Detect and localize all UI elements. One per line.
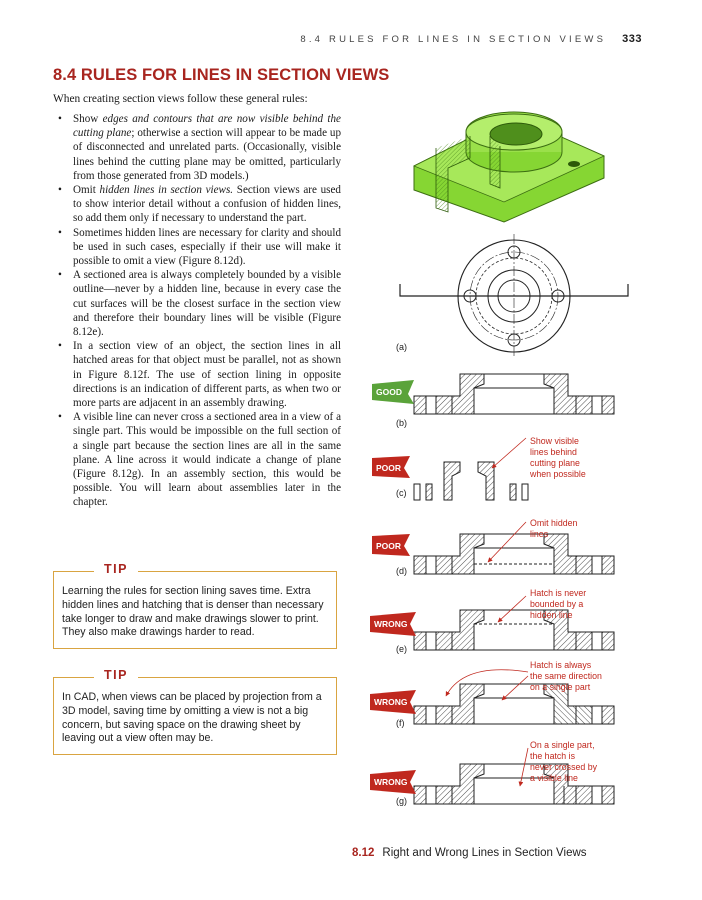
tip-label: TIP	[94, 669, 138, 683]
rules-list	[53, 112, 341, 510]
figure-8-12	[364, 96, 684, 816]
section-intro: When creating section views follow these general rules:	[53, 93, 308, 105]
rule-item: • Show edges and contours that are now visible behind the cutting plane; otherwise a section will appear to be made up of disconnected and unrelated parts. (Occasionally, visible lines behind the cutting plane may be omitted, particularly from those generated from 3D models.)	[53, 112, 341, 183]
view-label: (e)	[396, 644, 407, 654]
callout-text: On a single part, the hatch is never crossed by a visible line	[530, 740, 597, 783]
tip-text: Learning the rules for section lining saves time. Extra hidden lines and hatching that is denser than necessary take longer to draw and make drawings slower to print. They also make drawings harder to read.	[62, 585, 324, 639]
tip-text: In CAD, when views can be placed by projection from a 3D model, saving time by omitting a view is not a big concern, but saving space on the drawing sheet by leaving out a view often may be.	[62, 691, 322, 745]
figure-number: 8.12	[352, 847, 375, 859]
badge-label: GOOD	[376, 387, 402, 397]
section-view-b	[414, 374, 614, 414]
callout-text: Hatch is never bounded by a hidden line	[530, 588, 587, 620]
badge-label: POOR	[376, 463, 402, 473]
tip-box	[53, 668, 337, 755]
badge-label: WRONG	[374, 697, 408, 707]
view-label: (f)	[396, 718, 405, 728]
callout-text: Omit hidden lines	[530, 518, 578, 539]
figure-caption-text: Right and Wrong Lines in Section Views	[382, 847, 587, 859]
badge-label: POOR	[376, 541, 402, 551]
running-title: 8.4 RULES FOR LINES IN SECTION VIEWS	[300, 34, 607, 45]
badge-label: WRONG	[374, 777, 408, 787]
section-view-c	[414, 462, 528, 500]
section-view-e	[414, 610, 614, 650]
rule-item: • A sectioned area is always completely bounded by a visible outline—never by a hidden line, because in every case the cut surfaces will be the closest surface in the section view and therefore their boundary lines will be visible (Figure 8.12e).	[53, 268, 341, 339]
page-number: 333	[622, 33, 642, 45]
tip-label: TIP	[94, 563, 138, 577]
view-label: (g)	[396, 796, 407, 806]
running-head	[280, 33, 642, 45]
rule-item: • Sometimes hidden lines are necessary for clarity and should be used in such cases, especially if their use will make it possible to omit a view (Figure 8.12d).	[53, 226, 341, 269]
rule-item: • In a section view of an object, the section lines in all hatched areas for that object must be parallel, not as shown in Figure 8.12f. The use of section lining in opposite directions is an indication of different parts, as when two or more parts are adjacent in an assembly drawing.	[53, 339, 341, 410]
rule-item: • Omit hidden lines in section views. Section views are used to show interior detail without a confusion of hidden lines, so add them only if necessary to understand the part.	[53, 183, 341, 226]
view-label: (b)	[396, 418, 407, 428]
callout-text: Hatch is always the same direction on a single part	[530, 660, 602, 692]
view-label: (d)	[396, 566, 407, 576]
section-title: 8.4 RULES FOR LINES IN SECTION VIEWS	[53, 66, 390, 84]
figure-caption	[352, 847, 587, 859]
rule-item: • A visible line can never cross a sectioned area in a view of a single part. This would be impossible on the full section of a single part because the section lines are all in the same plane. A line across it would indicate a change of plane (Figure 8.12g). In an assembly section, this would be possible. You will learn about assemblies later in the chapter.	[53, 410, 341, 509]
tip-box	[53, 562, 337, 649]
callout-text: Show visible lines behind cutting plane when possible	[530, 436, 586, 479]
view-label: (a)	[396, 342, 407, 352]
view-label: (c)	[396, 488, 407, 498]
iso-model-illustration	[414, 112, 604, 222]
section-view-d	[414, 534, 614, 574]
top-view-a	[400, 234, 628, 358]
badge-label: WRONG	[374, 619, 408, 629]
